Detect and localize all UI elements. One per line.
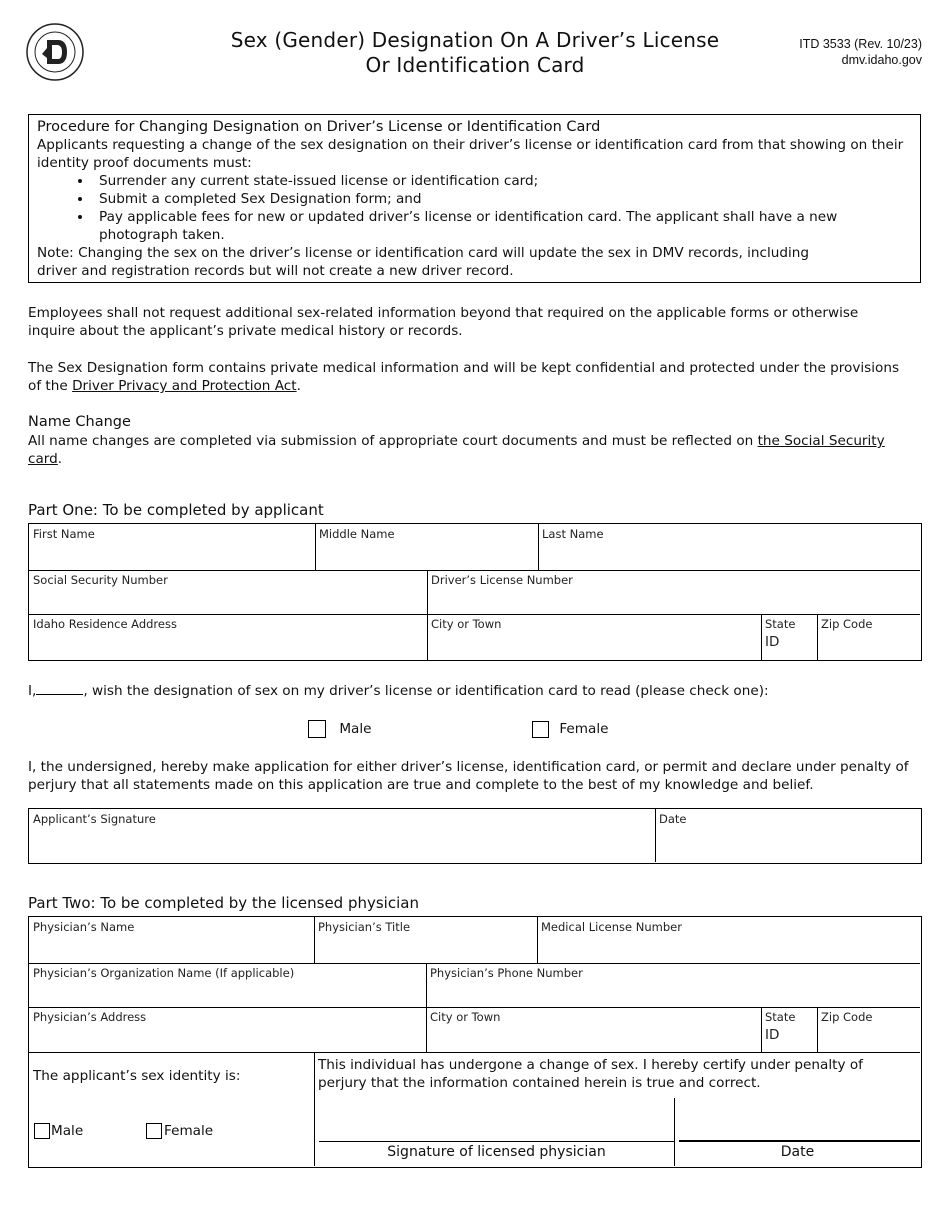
certification-text: This individual has undergone a change of sex. I hereby certify under penalty of perjury that the information contained herein is true and correct. bbox=[318, 1057, 863, 1091]
employees-paragraph: Employees shall not request additional sex-related information beyond that required on the applicable forms or otherwise inquire about the applicant’s private medical history or records. bbox=[28, 305, 859, 339]
physician-male-label: Male bbox=[51, 1123, 84, 1139]
middle-name-field[interactable] bbox=[315, 524, 538, 570]
physician-state-label: State bbox=[765, 1010, 796, 1024]
procedure-box bbox=[28, 114, 921, 283]
procedure-bullet: • Submit a completed Sex Designation form; and bbox=[93, 190, 912, 208]
physician-address-label: Physician’s Address bbox=[33, 1010, 147, 1024]
physician-phone-label: Physician’s Phone Number bbox=[430, 966, 583, 980]
state-label: State bbox=[765, 617, 796, 631]
physician-name-label: Physician’s Name bbox=[33, 920, 135, 934]
procedure-heading: Procedure for Changing Designation on Driver’s License or Identification Card bbox=[37, 119, 601, 135]
website: dmv.idaho.gov bbox=[841, 53, 922, 67]
physician-address-field[interactable] bbox=[29, 1007, 426, 1052]
male-option[interactable] bbox=[308, 720, 372, 738]
form-number-block bbox=[760, 36, 922, 68]
dl-number-field[interactable] bbox=[427, 570, 920, 614]
physician-title-label: Physician’s Title bbox=[318, 920, 411, 934]
sex-designation-statement bbox=[28, 681, 918, 700]
city-label: City or Town bbox=[431, 617, 502, 631]
dl-number-label: Driver’s License Number bbox=[431, 573, 573, 587]
physician-signature-label: Signature of licensed physician bbox=[387, 1144, 606, 1160]
applicant-signature-label: Applicant’s Signature bbox=[33, 812, 156, 826]
last-name-field[interactable] bbox=[538, 524, 920, 570]
wish-text: , wish the designation of sex on my driver’s license or identification card to read (please check one): bbox=[83, 683, 769, 699]
female-checkbox[interactable] bbox=[532, 721, 549, 738]
confidential-text: The Sex Designation form contains private medical information and will be kept confidential and protected under the provisions of the bbox=[28, 360, 900, 394]
applicant-signature-table bbox=[28, 808, 922, 864]
female-label: Female bbox=[559, 721, 609, 737]
physician-zip-label: Zip Code bbox=[821, 1010, 873, 1024]
applicant-date-field[interactable] bbox=[655, 809, 920, 862]
physician-title-field[interactable] bbox=[314, 917, 537, 963]
itd-logo bbox=[25, 22, 85, 82]
state-field[interactable] bbox=[761, 614, 817, 660]
title-line-2: Or Identification Card bbox=[365, 53, 585, 77]
dppa-link[interactable]: Driver Privacy and Protection Act bbox=[72, 378, 297, 394]
address-field[interactable] bbox=[29, 614, 427, 660]
physician-signature-field[interactable] bbox=[319, 1102, 674, 1140]
physician-state-field[interactable] bbox=[761, 1007, 817, 1052]
male-label: Male bbox=[339, 721, 372, 737]
declaration-paragraph: I, the undersigned, hereby make application for either driver’s license, identification card, or permit and declare under penalty of perjury that all statements made on this application are true and complete to the best of my knowledge and belief. bbox=[28, 759, 909, 793]
physician-female-label: Female bbox=[164, 1123, 214, 1139]
physician-state-value: ID bbox=[765, 1027, 780, 1043]
ssa-card-link[interactable]: the Social Security card bbox=[28, 433, 885, 467]
procedure-intro: Applicants requesting a change of the sex designation on their driver’s license or identification card from that showing on their identity proof documents must: bbox=[37, 137, 904, 171]
applicant-info-table bbox=[28, 523, 922, 661]
physician-phone-field[interactable] bbox=[426, 963, 920, 1007]
applicant-name-blank[interactable] bbox=[36, 681, 83, 695]
city-field[interactable] bbox=[427, 614, 761, 660]
applicant-signature-field[interactable] bbox=[29, 809, 655, 862]
state-value: ID bbox=[765, 634, 780, 650]
sex-identity-label: The applicant’s sex identity is: bbox=[33, 1068, 241, 1084]
page-title bbox=[190, 28, 760, 78]
physician-info-table bbox=[28, 916, 922, 1168]
medical-license-label: Medical License Number bbox=[541, 920, 682, 934]
name-change-text: All name changes are completed via submission of appropriate court documents and must be reflected on bbox=[28, 433, 758, 449]
zip-label: Zip Code bbox=[821, 617, 873, 631]
first-name-field[interactable] bbox=[29, 524, 315, 570]
first-name-label: First Name bbox=[33, 527, 95, 541]
name-change-heading: Name Change bbox=[28, 414, 131, 430]
organization-label: Physician’s Organization Name (If applicable) bbox=[33, 966, 295, 980]
procedure-bullet: • Pay applicable fees for new or updated driver’s license or identification card. The applicant shall have a new photograph taken. bbox=[93, 208, 912, 244]
confidential-paragraph bbox=[28, 359, 913, 395]
ssn-field[interactable] bbox=[29, 570, 427, 614]
physician-zip-field[interactable] bbox=[817, 1007, 920, 1052]
physician-male-option[interactable] bbox=[34, 1122, 83, 1140]
part-one-heading: Part One: To be completed by applicant bbox=[28, 501, 324, 519]
applicant-date-label: Date bbox=[659, 812, 687, 826]
name-change-paragraph bbox=[28, 432, 913, 468]
female-option[interactable] bbox=[532, 720, 608, 738]
address-label: Idaho Residence Address bbox=[33, 617, 177, 631]
part-two-heading: Part Two: To be completed by the licensed physician bbox=[28, 894, 419, 912]
title-line-1: Sex (Gender) Designation On A Driver’s License bbox=[230, 28, 720, 52]
procedure-note: Note: Changing the sex on the driver’s license or identification card will update the sex in DMV records, including driver and registration records but will not create a new driver record. bbox=[37, 245, 810, 279]
name-change-end: . bbox=[57, 451, 63, 467]
physician-name-field[interactable] bbox=[29, 917, 314, 963]
physician-city-field[interactable] bbox=[426, 1007, 761, 1052]
last-name-label: Last Name bbox=[542, 527, 604, 541]
ssn-label: Social Security Number bbox=[33, 573, 168, 587]
wish-prefix: I, bbox=[28, 683, 37, 699]
male-checkbox[interactable] bbox=[308, 720, 326, 738]
procedure-list bbox=[37, 172, 912, 244]
physician-female-option[interactable] bbox=[146, 1122, 213, 1140]
organization-field[interactable] bbox=[29, 963, 426, 1007]
procedure-bullet: • Surrender any current state-issued license or identification card; bbox=[93, 172, 912, 190]
physician-date-field[interactable] bbox=[679, 1102, 920, 1140]
physician-date-label: Date bbox=[780, 1144, 815, 1160]
physician-male-checkbox[interactable] bbox=[34, 1123, 50, 1139]
medical-license-field[interactable] bbox=[537, 917, 920, 963]
physician-female-checkbox[interactable] bbox=[146, 1123, 162, 1139]
form-number: ITD 3533 (Rev. 10/23) bbox=[799, 37, 922, 51]
physician-city-label: City or Town bbox=[430, 1010, 501, 1024]
confidential-end: . bbox=[296, 378, 301, 394]
middle-name-label: Middle Name bbox=[319, 527, 395, 541]
zip-field[interactable] bbox=[817, 614, 920, 660]
